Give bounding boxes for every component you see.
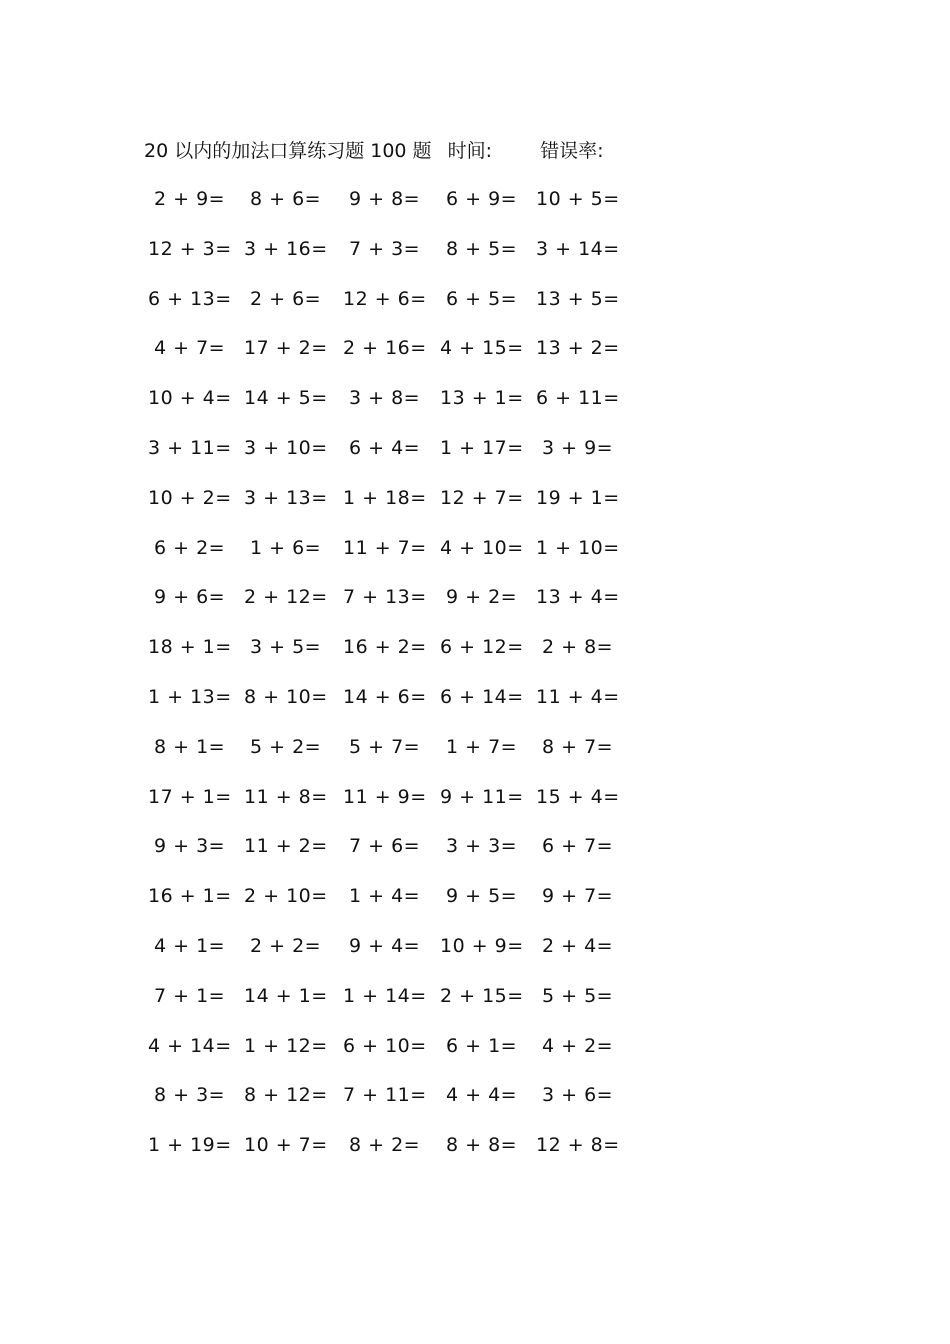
problem-row <box>148 633 648 683</box>
problem-cell: 4 + 10= <box>440 536 524 559</box>
problem-cell: 13 + 5= <box>536 287 620 310</box>
problem-cell: 7 + 6= <box>349 835 421 858</box>
problem-cell: 8 + 1= <box>154 735 226 758</box>
problem-cell: 12 + 8= <box>536 1134 620 1157</box>
problem-cell: 12 + 6= <box>343 287 427 310</box>
problem-cell: 4 + 1= <box>154 934 226 957</box>
problem-cell: 11 + 9= <box>343 785 427 808</box>
problem-cell: 15 + 4= <box>536 785 620 808</box>
problem-cell: 1 + 14= <box>343 984 427 1007</box>
problem-row <box>148 982 648 1032</box>
problem-cell: 3 + 16= <box>244 237 328 260</box>
problem-cell: 4 + 2= <box>542 1034 614 1057</box>
problem-cell: 17 + 2= <box>244 337 328 360</box>
problem-cell: 1 + 6= <box>250 536 322 559</box>
problem-cell: 2 + 15= <box>440 984 524 1007</box>
problem-cell: 1 + 13= <box>148 685 232 708</box>
problem-cell: 8 + 10= <box>244 685 328 708</box>
problem-row <box>148 235 648 285</box>
problem-cell: 8 + 12= <box>244 1084 328 1107</box>
error-rate-label: 错误率: <box>540 140 604 162</box>
problem-cell: 2 + 4= <box>542 934 614 957</box>
problem-cell: 11 + 7= <box>343 536 427 559</box>
problem-cell: 3 + 13= <box>244 486 328 509</box>
problem-cell: 6 + 13= <box>148 287 232 310</box>
problem-cell: 6 + 4= <box>349 436 421 459</box>
problem-cell: 6 + 10= <box>343 1034 427 1057</box>
problem-cell: 2 + 10= <box>244 885 328 908</box>
problem-cell: 1 + 10= <box>536 536 620 559</box>
problem-row <box>148 832 648 882</box>
problem-row <box>148 1081 648 1131</box>
problem-cell: 13 + 2= <box>536 337 620 360</box>
problem-cell: 1 + 4= <box>349 885 421 908</box>
problem-cell: 3 + 8= <box>349 387 421 410</box>
problem-cell: 2 + 16= <box>343 337 427 360</box>
problem-cell: 1 + 19= <box>148 1134 232 1157</box>
problem-cell: 6 + 2= <box>154 536 226 559</box>
problem-row <box>148 882 648 932</box>
problem-row <box>148 534 648 584</box>
problem-cell: 10 + 5= <box>536 188 620 210</box>
problem-cell: 8 + 6= <box>250 188 322 210</box>
problem-cell: 3 + 10= <box>244 436 328 459</box>
problem-cell: 4 + 15= <box>440 337 524 360</box>
problem-row <box>148 434 648 484</box>
problem-cell: 12 + 3= <box>148 237 232 260</box>
problem-row <box>148 185 648 235</box>
problem-cell: 6 + 7= <box>542 835 614 858</box>
problem-cell: 7 + 3= <box>349 237 421 260</box>
problem-cell: 1 + 12= <box>244 1034 328 1057</box>
problem-cell: 19 + 1= <box>536 486 620 509</box>
problem-cell: 2 + 8= <box>542 636 614 659</box>
problem-cell: 9 + 11= <box>440 785 524 808</box>
problem-cell: 9 + 6= <box>154 586 226 609</box>
problem-cell: 4 + 4= <box>446 1084 518 1107</box>
worksheet-header <box>144 137 603 165</box>
problem-cell: 3 + 9= <box>542 436 614 459</box>
problem-cell: 4 + 7= <box>154 337 226 360</box>
problem-cell: 4 + 14= <box>148 1034 232 1057</box>
problem-cell: 7 + 1= <box>154 984 226 1007</box>
problem-cell: 6 + 1= <box>446 1034 518 1057</box>
problem-cell: 3 + 5= <box>250 636 322 659</box>
problem-cell: 12 + 7= <box>440 486 524 509</box>
problem-cell: 14 + 6= <box>343 685 427 708</box>
problem-cell: 14 + 1= <box>244 984 328 1007</box>
problem-cell: 10 + 2= <box>148 486 232 509</box>
problem-cell: 8 + 2= <box>349 1134 421 1157</box>
problem-cell: 11 + 4= <box>536 685 620 708</box>
problem-cell: 6 + 14= <box>440 685 524 708</box>
problem-cell: 5 + 7= <box>349 735 421 758</box>
problem-cell: 11 + 8= <box>244 785 328 808</box>
problem-cell: 7 + 13= <box>343 586 427 609</box>
problem-row <box>148 484 648 534</box>
problem-cell: 6 + 5= <box>446 287 518 310</box>
problem-cell: 10 + 9= <box>440 934 524 957</box>
problem-cell: 14 + 5= <box>244 387 328 410</box>
problem-cell: 7 + 11= <box>343 1084 427 1107</box>
problem-cell: 13 + 4= <box>536 586 620 609</box>
problem-cell: 16 + 1= <box>148 885 232 908</box>
problem-cell: 5 + 5= <box>542 984 614 1007</box>
problem-cell: 2 + 6= <box>250 287 322 310</box>
problem-cell: 2 + 9= <box>154 188 226 210</box>
problem-row <box>148 384 648 434</box>
problem-row <box>148 583 648 633</box>
problem-grid <box>148 185 648 1181</box>
problem-cell: 16 + 2= <box>343 636 427 659</box>
problem-cell: 3 + 6= <box>542 1084 614 1107</box>
problem-cell: 10 + 7= <box>244 1134 328 1157</box>
problem-cell: 1 + 17= <box>440 436 524 459</box>
problem-cell: 9 + 8= <box>349 188 421 210</box>
problem-cell: 3 + 11= <box>148 436 232 459</box>
problem-cell: 1 + 7= <box>446 735 518 758</box>
problem-row <box>148 733 648 783</box>
problem-cell: 6 + 12= <box>440 636 524 659</box>
problem-cell: 9 + 7= <box>542 885 614 908</box>
problem-cell: 2 + 2= <box>250 934 322 957</box>
problem-cell: 17 + 1= <box>148 785 232 808</box>
problem-row <box>148 783 648 833</box>
problem-cell: 18 + 1= <box>148 636 232 659</box>
worksheet-title: 20 以内的加法口算练习题 100 题 <box>144 140 432 162</box>
problem-cell: 11 + 2= <box>244 835 328 858</box>
problem-row <box>148 334 648 384</box>
problem-row <box>148 932 648 982</box>
problem-cell: 9 + 2= <box>446 586 518 609</box>
problem-row <box>148 683 648 733</box>
problem-cell: 1 + 18= <box>343 486 427 509</box>
problem-cell: 8 + 5= <box>446 237 518 260</box>
problem-row <box>148 1032 648 1082</box>
problem-cell: 10 + 4= <box>148 387 232 410</box>
problem-cell: 3 + 3= <box>446 835 518 858</box>
problem-row <box>148 1131 648 1181</box>
problem-cell: 6 + 11= <box>536 387 620 410</box>
problem-cell: 8 + 8= <box>446 1134 518 1157</box>
problem-cell: 8 + 3= <box>154 1084 226 1107</box>
problem-cell: 13 + 1= <box>440 387 524 410</box>
problem-cell: 2 + 12= <box>244 586 328 609</box>
problem-cell: 5 + 2= <box>250 735 322 758</box>
problem-cell: 9 + 4= <box>349 934 421 957</box>
problem-cell: 6 + 9= <box>446 188 518 210</box>
problem-cell: 9 + 3= <box>154 835 226 858</box>
problem-cell: 3 + 14= <box>536 237 620 260</box>
problem-cell: 9 + 5= <box>446 885 518 908</box>
problem-row <box>148 285 648 335</box>
problem-cell: 8 + 7= <box>542 735 614 758</box>
time-label: 时间: <box>447 140 493 162</box>
